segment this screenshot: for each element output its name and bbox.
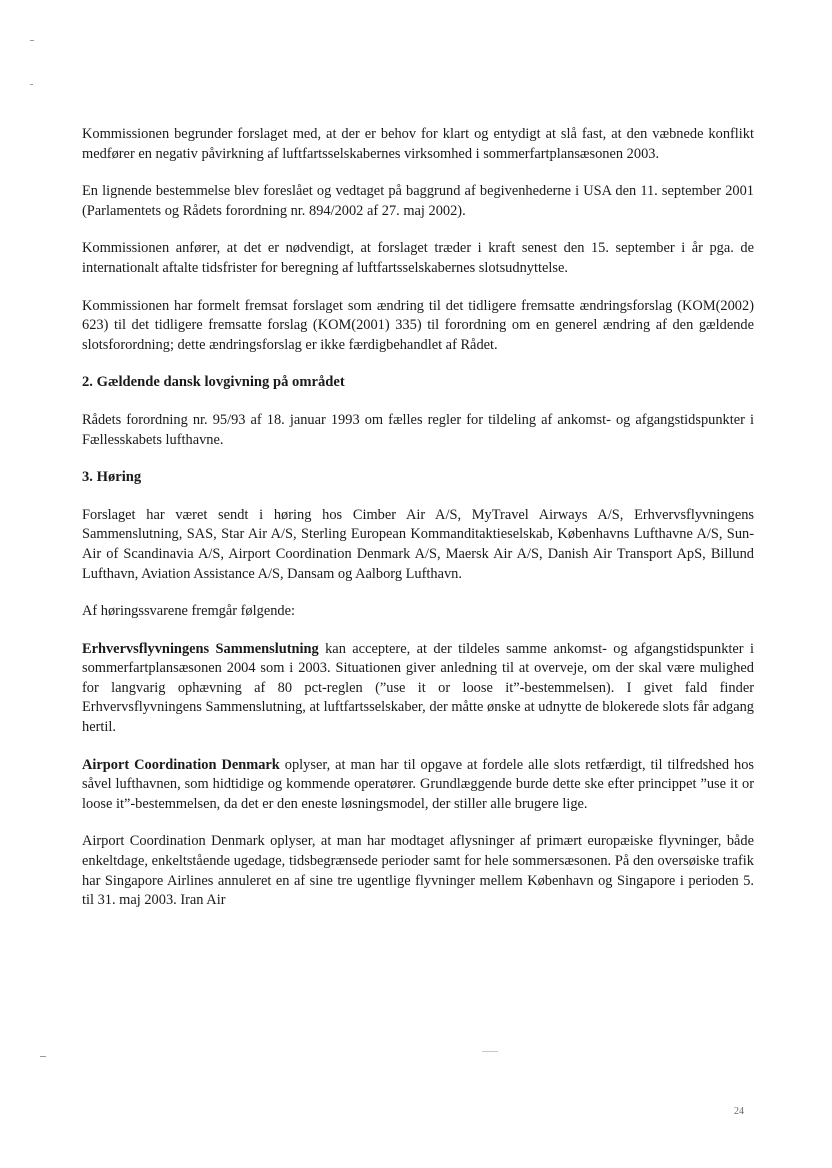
scan-mark <box>30 40 34 41</box>
paragraph-8-text: kan acceptere, at der tildeles samme ankomst- og afgangstidspunkter i sommerfartplansæsonen 2004 som i 2003. Situationen giver anledning til at overveje, om der skal være mulighed for langvarig ophævning af 80 pct-reglen (”use it or loose it”-bestemmelsen). I givet fald finder Erhvervsflyvningens Sammenslutning, at luftfartsselskaber, der måtte ønske at udnytte de blokerede slots får adgang hertil. <box>82 640 754 736</box>
paragraph-3: Kommissionen anfører, at det er nødvendigt, at forslaget træder i kraft senest den 15. september i år pga. de internationalt aftalte tidsfrister for beregning af luftfartsselskabernes slotsudnyttelse. <box>82 240 754 276</box>
paragraph-7: Af høringssvarene fremgår følgende: <box>82 603 295 620</box>
page-number: 24 <box>734 1106 744 1117</box>
paragraph-9-text: oplyser, at man har til opgave at fordele alle slots retfærdigt, til tilfredshed hos såvel lufthavnen, som hidtidige og kommende operatører. Grundlæggende burde dette ske efter princippet ”use it or loose it”-bestemmelsen, da det er den eneste løsningsmodel, der stiller alle brugere lige. <box>82 756 754 812</box>
paragraph-4: Kommissionen har formelt fremsat forslaget som ændring til det tidligere fremsatte ændringsforslag (KOM(2002) 623) til det tidligere fremsatte forslag (KOM(2001) 335) til forordning om en generel ændring af den gældende slotsforordning; dette ændringsforslag er ikke færdigbehandlet af Rådet. <box>82 297 754 353</box>
paragraph-6: Forslaget har været sendt i høring hos Cimber Air A/S, MyTravel Airways A/S, Erhvervsflyvningens Sammenslutning, SAS, Star Air A/S, Sterling European Kommanditaktieselskab, Københavns Lufthavne A/S, Sun-Air of Scandinavia A/S, Airport Coordination Denmark A/S, Maersk Air A/S, Danish Air Transport ApS, Billund Lufthavn, Aviation Assistance A/S, Dansam og Aalborg Lufthavn. <box>82 506 754 582</box>
paragraph-2: En lignende bestemmelse blev foreslået og vedtaget på baggrund af begivenhederne i USA den 11. september 2001 (Parlamentets og Rådets forordning nr. 894/2002 af 27. maj 2002). <box>82 183 754 219</box>
organization-name-bold: Erhvervsflyvningens Sammenslutning <box>82 640 319 657</box>
paragraph-8 <box>82 640 754 738</box>
paragraph-9 <box>82 756 754 815</box>
paragraph-10: Airport Coordination Denmark oplyser, at man har modtaget aflysninger af primært europæiske flyvninger, både enkeltdage, enkeltstående ugedage, tidsbegrænsede perioder samt for hele sommersæsonen. På den oversøiske trafik har Singapore Airlines annuleret en af sine tre ugentlige flyvninger mellem København og Singapore i perioden 5. til 31. maj 2003. Iran Air <box>82 833 754 909</box>
paragraph-1: Kommissionen begrunder forslaget med, at der er behov for klart og entydigt at slå fast, at den væbnede konflikt medfører en negativ påvirkning af luftfartsselskabernes virksomhed i sommerfartplansæsonen 2003. <box>82 126 754 162</box>
section-heading-3: 3. Høring <box>82 469 142 486</box>
section-heading-2: 2. Gældende dansk lovgivning på området <box>82 374 345 391</box>
paragraph-5: Rådets forordning nr. 95/93 af 18. januar 1993 om fælles regler for tildeling af ankomst- og afgangstidspunkter i Fællesskabets lufthavne. <box>82 411 754 448</box>
organization-name-bold: Airport Coordination Denmark <box>82 756 280 773</box>
document-body <box>82 125 754 929</box>
scan-mark <box>482 1051 498 1052</box>
scan-mark <box>40 1056 46 1057</box>
scan-mark <box>30 84 33 85</box>
